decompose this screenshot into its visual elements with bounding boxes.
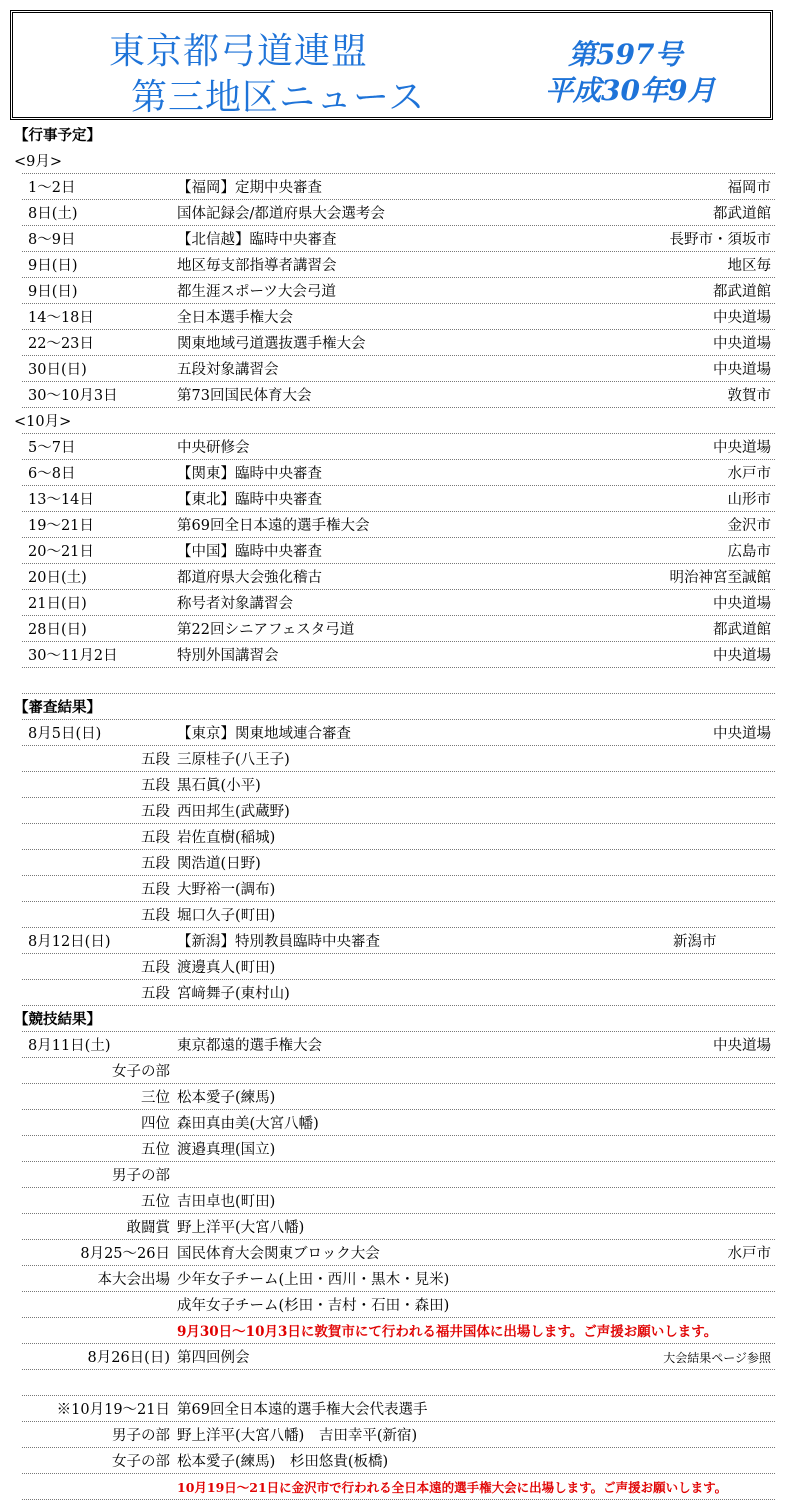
event-name: 【中国】臨時中央審査 [177, 544, 322, 560]
result-rank: 五段 [141, 752, 170, 768]
event-location: 水戸市 [727, 1246, 771, 1262]
issue-number: 第597号 [568, 38, 683, 71]
event-date: 30～10月3日 [28, 388, 118, 404]
event-row [0, 617, 785, 643]
result-rank: 五段 [141, 908, 170, 924]
event-location: 都武道館 [713, 206, 771, 222]
event-name: 【関東】臨時中央審査 [177, 466, 322, 482]
event-date: 13～14日 [28, 492, 94, 508]
event-location: 中央道場 [713, 440, 771, 456]
title-line2: 第三地区ニュース [131, 77, 426, 118]
result-rank: 三位 [141, 1090, 170, 1106]
event-name: 都生涯スポーツ大会弓道 [177, 284, 336, 300]
result-name: 西田邦生(武蔵野) [177, 804, 290, 820]
result-row [0, 1215, 785, 1241]
result-row [0, 981, 785, 1007]
event-date: 19～21日 [28, 518, 94, 534]
event-row [0, 175, 785, 201]
result-name: 渡邉真理(国立) [177, 1142, 276, 1158]
event-row [0, 643, 785, 669]
event-location: 中央道場 [713, 310, 771, 326]
event-date: 20～21日 [28, 544, 94, 560]
event-location: 福岡市 [727, 180, 771, 196]
result-row [0, 1189, 785, 1215]
event-row [0, 565, 785, 591]
event-row [0, 929, 785, 955]
newsletter-header [10, 10, 773, 120]
event-location: 水戸市 [727, 466, 771, 482]
result-row [0, 903, 785, 929]
result-name: 大野裕一(調布) [177, 882, 276, 898]
event-name: 第69回全日本遠的選手権大会代表選手 [177, 1402, 428, 1418]
notice-row [0, 1475, 785, 1501]
event-row [0, 1241, 785, 1267]
event-row [0, 539, 785, 565]
event-date: 9日(日) [28, 284, 78, 300]
event-name: 第四回例会 [177, 1350, 250, 1366]
event-name: 【北信越】臨時中央審査 [177, 232, 337, 248]
event-location: 金沢市 [727, 518, 771, 534]
event-row [0, 591, 785, 617]
event-date: 6～8日 [28, 466, 76, 482]
event-location: 地区毎 [727, 258, 771, 274]
team-name: 少年女子チーム(上田・西川・黒木・見米) [177, 1272, 450, 1288]
division-label-row: 女子の部 [0, 1059, 785, 1085]
event-location: 中央道場 [713, 1038, 771, 1054]
event-date: ※10月19～21日 [56, 1402, 170, 1418]
event-date: 8月11日(土) [28, 1038, 111, 1054]
result-row [0, 1111, 785, 1137]
result-name: 黒石眞(小平) [177, 778, 261, 794]
notice-row [0, 1319, 785, 1345]
event-name: 【東京】関東地域連合審査 [177, 726, 351, 742]
event-date: 30日(日) [28, 362, 87, 378]
notice-text: 9月30日～10月3日に敦賀市にて行われる福井国体に出場します。ご声援お願いします。 [177, 1324, 718, 1340]
event-name: 中央研修会 [177, 440, 250, 456]
result-row [0, 1137, 785, 1163]
event-name: 五段対象講習会 [177, 362, 279, 378]
result-row [0, 1267, 785, 1293]
team-name: 成年女子チーム(杉田・吉村・石田・森田) [177, 1298, 450, 1314]
event-date: 8日(土) [28, 206, 78, 222]
result-name: 松本愛子(練馬) [177, 1090, 276, 1106]
division-label-row: 男子の部 [0, 1163, 785, 1189]
event-location: 中央道場 [713, 362, 771, 378]
event-row [0, 305, 785, 331]
event-row [0, 1345, 785, 1371]
event-name: 【東北】臨時中央審査 [177, 492, 322, 508]
event-location: 新潟市 [673, 934, 717, 950]
result-name: 岩佐直樹(稲城) [177, 830, 276, 846]
result-name: 関浩道(日野) [177, 856, 261, 872]
event-date: 30～11月2日 [28, 648, 118, 664]
result-row [0, 955, 785, 981]
event-date: 8月5日(日) [28, 726, 102, 742]
event-row [0, 279, 785, 305]
division-label: 女子の部 [112, 1454, 170, 1470]
event-row [0, 253, 785, 279]
notice-text: 10月19日～21日に金沢市で行われる全日本遠的選手権大会に出場します。ご声援お願いします。 [177, 1480, 728, 1495]
event-row [0, 435, 785, 461]
result-name: 野上洋平(大宮八幡) [177, 1220, 305, 1236]
result-rank: 五段 [141, 986, 170, 1002]
event-row [0, 1033, 785, 1059]
event-location: 山形市 [727, 492, 771, 508]
result-row [0, 773, 785, 799]
result-row [0, 877, 785, 903]
event-date: 5～7日 [28, 440, 76, 456]
event-name: 国体記録会/都道府県大会選考会 [177, 206, 385, 222]
event-name: 【新潟】特別教員臨時中央審査 [177, 934, 380, 950]
result-row [0, 1293, 785, 1319]
event-name: 第73回国民体育大会 [177, 388, 312, 404]
event-name: 全日本選手権大会 [177, 310, 293, 326]
event-name: 関東地域弓道選抜選手権大会 [177, 336, 366, 352]
event-name: 【福岡】定期中央審査 [177, 180, 322, 196]
event-date: 8月26日(日) [87, 1350, 170, 1366]
event-row [0, 331, 785, 357]
section-heading: 【行事予定】 [14, 127, 101, 144]
event-location: 中央道場 [713, 596, 771, 612]
result-name: 堀口久子(町田) [177, 908, 276, 924]
event-name: 第22回シニアフェスタ弓道 [177, 622, 355, 638]
result-row [0, 851, 785, 877]
content-rows [0, 123, 785, 1501]
event-row [0, 383, 785, 409]
event-row [0, 487, 785, 513]
result-row [0, 1423, 785, 1449]
blank-row [0, 1371, 785, 1397]
title-line1: 東京都弓道連盟 [109, 31, 369, 72]
event-name: 東京都遠的選手権大会 [177, 1038, 322, 1054]
result-label: 本大会出場 [97, 1272, 170, 1288]
event-date: 21日(日) [28, 596, 87, 612]
event-row [0, 201, 785, 227]
result-row [0, 747, 785, 773]
event-location: 中央道場 [713, 336, 771, 352]
event-date: 9日(日) [28, 258, 78, 274]
result-rank: 五位 [141, 1194, 170, 1210]
event-row [0, 721, 785, 747]
event-row [0, 227, 785, 253]
event-date: 14～18日 [28, 310, 94, 326]
section-heading: 【審査結果】 [0, 695, 785, 721]
event-row [0, 1397, 785, 1423]
event-location: 敦賀市 [727, 388, 771, 404]
event-location: 中央道場 [713, 648, 771, 664]
result-rank: 五段 [141, 882, 170, 898]
result-name: 三原桂子(八王子) [177, 752, 290, 768]
event-location: 大会結果ページ参照 [663, 1351, 771, 1365]
event-name: 都道府県大会強化稽古 [177, 570, 322, 586]
result-name: 吉田卓也(町田) [177, 1194, 276, 1210]
event-row [0, 461, 785, 487]
event-date: 22～23日 [28, 336, 94, 352]
result-name: 渡邊真人(町田) [177, 960, 276, 976]
event-name: 特別外国講習会 [177, 648, 279, 664]
event-row [0, 357, 785, 383]
result-rank: 五段 [141, 960, 170, 976]
result-name: 宮﨑舞子(東村山) [177, 986, 290, 1002]
event-name: 第69回全日本遠的選手権大会 [177, 518, 370, 534]
issue-date: 平成30年9月 [545, 74, 716, 107]
result-row [0, 1085, 785, 1111]
result-rank: 五位 [141, 1142, 170, 1158]
result-row [0, 799, 785, 825]
month-separator: <9月> [0, 149, 785, 175]
event-location: 中央道場 [713, 726, 771, 742]
event-date: 8月12日(日) [28, 934, 111, 950]
result-row [0, 825, 785, 851]
blank-row [0, 669, 785, 695]
event-name: 称号者対象講習会 [177, 596, 293, 612]
event-location: 長野市・須坂市 [669, 232, 771, 248]
month-separator: <10月> [0, 409, 785, 435]
result-row [0, 1449, 785, 1475]
event-location: 都武道館 [713, 622, 771, 638]
result-rank: 五段 [141, 856, 170, 872]
event-location: 明治神宮至誠館 [669, 570, 771, 586]
result-rank: 五段 [141, 830, 170, 846]
event-date: 8～9日 [28, 232, 76, 248]
result-rank: 五段 [141, 804, 170, 820]
result-rank: 四位 [141, 1116, 170, 1132]
event-name: 地区毎支部指導者講習会 [177, 258, 337, 274]
result-rank: 敢闘賞 [126, 1220, 170, 1236]
event-name: 国民体育大会関東ブロック大会 [177, 1246, 380, 1262]
division-label: 男子の部 [112, 1428, 170, 1444]
event-location: 広島市 [727, 544, 771, 560]
result-names: 松本愛子(練馬) 杉田悠貴(板橋) [177, 1454, 389, 1470]
result-names: 野上洋平(大宮八幡) 吉田幸平(新宿) [177, 1428, 418, 1444]
event-date: 1～2日 [28, 180, 76, 196]
event-date: 8月25～26日 [80, 1246, 170, 1262]
result-rank: 五段 [141, 778, 170, 794]
event-row [0, 513, 785, 539]
event-location: 都武道館 [713, 284, 771, 300]
event-date: 28日(日) [28, 622, 87, 638]
event-date: 20日(土) [28, 570, 87, 586]
result-name: 森田真由美(大宮八幡) [177, 1116, 319, 1132]
section-heading: 【競技結果】 [0, 1007, 785, 1033]
